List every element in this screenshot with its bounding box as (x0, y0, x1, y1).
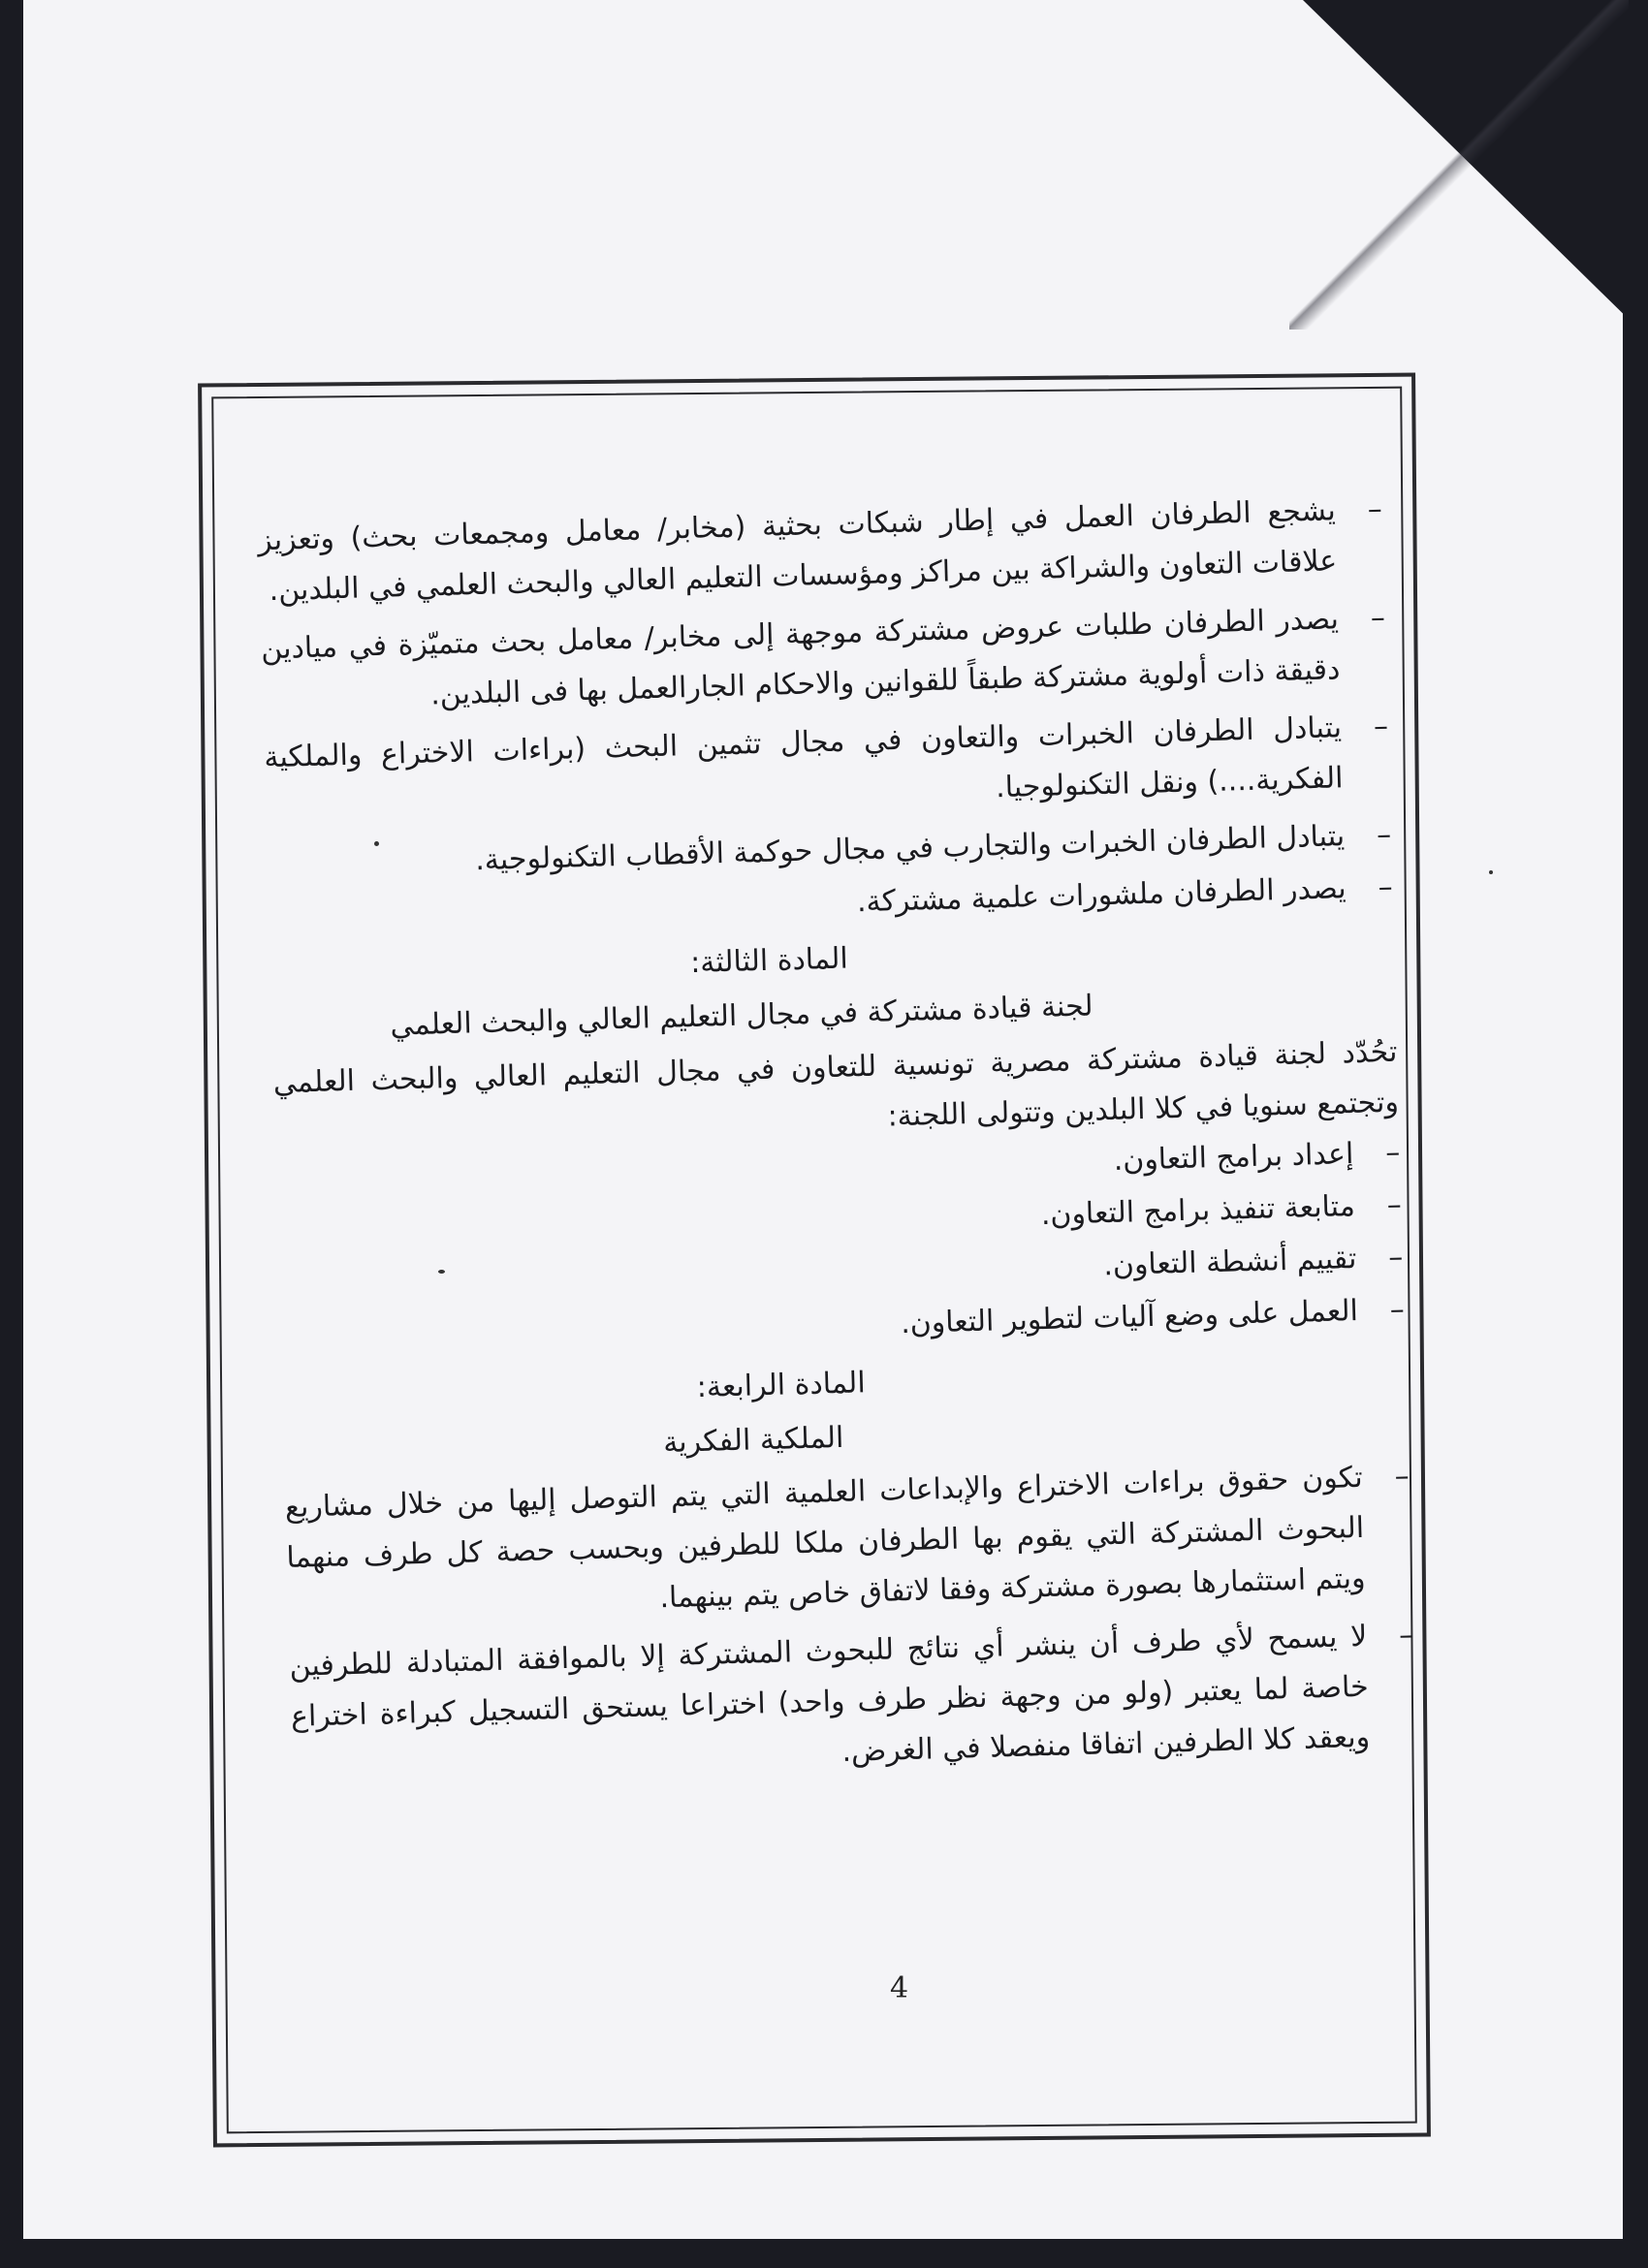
list-item-text: متابعة تنفيذ برامج التعاون. (1040, 1189, 1356, 1233)
list-item-text: لا يسمح لأي طرف أن ينشر أي نتائج للبحوث المشتركة إلا بالموافقة المتبادلة للطرفين خاصة لما يعتبر (ولو من وجهة نظر طرف واحد) اختراعا يستحق التسجيل كبراءة اختراع ويعقد كلا الطرفين اتفاقا منفصلا في الغرض. (289, 1619, 1371, 1770)
dash-marker: – (1373, 709, 1389, 744)
list-item-text: تقييم أنشطة التعاون. (1102, 1242, 1357, 1283)
list-item-text: يتبادل الطرفان الخبرات والتجارب في مجال حوكمة الأقطاب التكنولوجية. (474, 819, 1346, 878)
article4-heading: المادة الرابعة: (696, 1366, 867, 1405)
dash-marker: – (1367, 491, 1383, 527)
dash-marker: – (1394, 1459, 1410, 1495)
article3-intro: تحُدّد لجنة قيادة مشتركة مصرية تونسية للتعاون في مجال التعليم العالي والبحث العلمي وتجتمع سنويا في كلا البلدين وتتولى اللجنة: (272, 1034, 1400, 1134)
list-item-text: يشجع الطرفان العمل في إطار شبكات بحثية (مخابر/ معامل ومجمعات بحث) وتعزيز علاقات التعاون والشراكة بين مراكز ومؤسسات التعليم العالي والبحث العلمي في البلدين. (257, 493, 1338, 609)
dash-marker: – (1370, 600, 1386, 636)
dash-marker: – (1376, 817, 1392, 853)
article3-list (275, 1128, 1406, 1367)
list-item-text: العمل على وضع آليات لتطوير التعاون. (900, 1294, 1359, 1341)
scan-speck (1489, 870, 1493, 874)
dash-marker: – (1378, 869, 1394, 905)
list-item-text: يتبادل الطرفان الخبرات والتعاون في مجال تثمين البحث (براءات الاختراع والملكية الفكرية....) ونقل التكنولوجيا. (263, 710, 1344, 805)
article2-list (257, 485, 1393, 944)
dash-marker: – (1389, 1292, 1406, 1328)
article4-subheading: الملكية الفكرية (662, 1420, 844, 1461)
page-number: 4 (890, 1971, 909, 2005)
dash-marker: – (1398, 1618, 1414, 1653)
article3-heading: المادة الثالثة: (689, 941, 849, 981)
article4-list (284, 1452, 1416, 1793)
list-item-text: يصدر الطرفان ملشورات علمية مشتركة. (856, 871, 1347, 920)
list-item-text: إعداد برامج التعاون. (1113, 1137, 1354, 1178)
list-item (289, 1611, 1417, 1793)
document-body (257, 485, 1417, 1801)
dash-marker: – (1384, 1135, 1401, 1171)
dash-marker: – (1387, 1240, 1404, 1276)
list-item-text: تكون حقوق براءات الاختراع والإبداعات العلمية التي يتم التوصل إليها من خلال مشاريع البحوث المشتركة التي يقوم بها الطرفان ملكا للطرفين وبحسب حصة كل طرف منهما ويتم استثمارها بصورة مشتركة وفقا لاتفاق خاص يتم بينهما. (284, 1460, 1366, 1616)
list-item-text: يصدر الطرفان طلبات عروض مشتركة موجهة إلى مخابر/ معامل بحث متميّزة في ميادين دقيقة ذات أولوية مشتركة طبقاً للقوانين والاحكام الجارالعمل بها فى البلدين. (260, 602, 1341, 712)
dash-marker: – (1386, 1187, 1403, 1223)
article3-subheading: لجنة قيادة مشتركة في مجال التعليم العالي والبحث العلمي (390, 989, 1094, 1043)
list-item (284, 1452, 1412, 1634)
